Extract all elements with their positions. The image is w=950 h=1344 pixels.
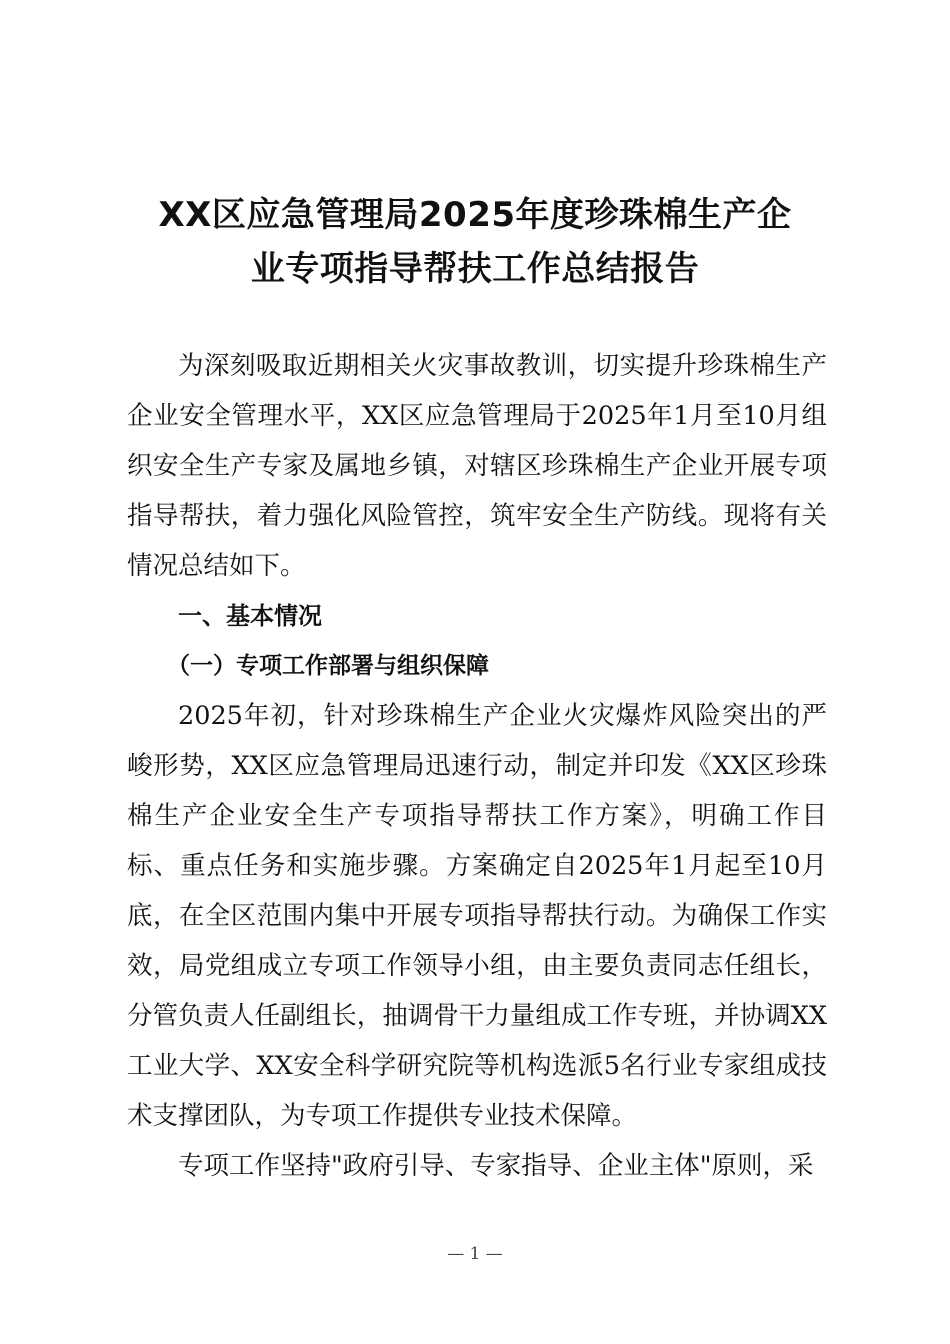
principle-paragraph: 专项工作坚持"政府引导、专家指导、企业主体"原则，采 <box>178 1151 814 1181</box>
title-line-2: 业专项指导帮扶工作总结报告 <box>250 249 700 289</box>
document-title <box>100 188 850 296</box>
subsection-heading-deploy: （一）专项工作部署与组织保障 <box>167 653 489 679</box>
title-line-1: XX区应急管理局2025年度珍珠棉生产企 <box>158 195 792 235</box>
deploy-paragraph: 2025年初，针对珍珠棉生产企业火灾爆炸风险突出的严峻形势，XX区应急管理局迅速行动，制定并印发《XX区珍珠棉生产企业安全生产专项指导帮扶工作方案》，明确工作目标、重点任务和实施步骤。方案确定自2025年1月起至10月底，在全区范围内集中开展专项指导帮扶行动。为确保工作实效，局党组成立专项工作领导小组，由主要负责同志任组长，分管负责人任副组长，抽调骨干力量组成工作专班，并协调XX工业大学、XX安全科学研究院等机构选派5名行业专家组成技术支撑团队，为专项工作提供专业技术保障。 <box>127 701 827 1131</box>
section-heading-basic: 一、基本情况 <box>178 602 322 630</box>
page-number: — 1 — <box>447 1244 503 1264</box>
document-body <box>127 341 827 1191</box>
intro-paragraph: 为深刻吸取近期相关火灾事故教训，切实提升珍珠棉生产企业安全管理水平，XX区应急管理局于2025年1月至10月组织安全生产专家及属地乡镇，对辖区珍珠棉生产企业开展专项指导帮扶，着力强化风险管控，筑牢安全生产防线。现将有关情况总结如下。 <box>127 351 827 581</box>
